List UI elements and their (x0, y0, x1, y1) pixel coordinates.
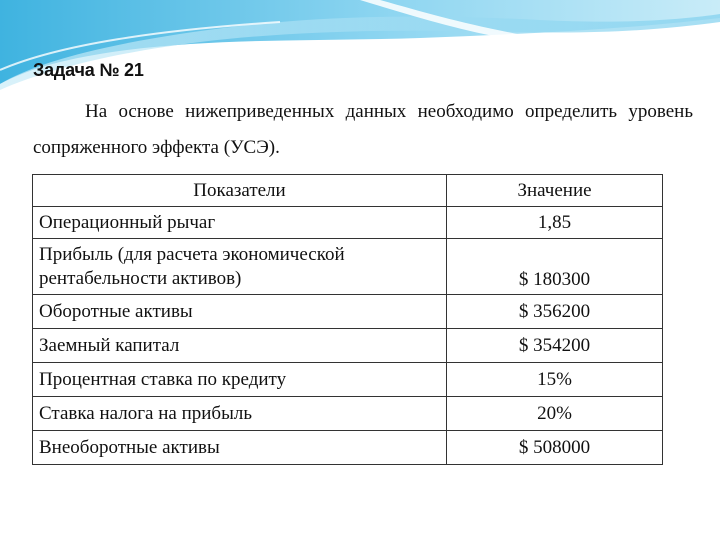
row-label: Прибыль (для расчета экономической рентабельности активов) (33, 239, 447, 295)
table-header-row (33, 175, 663, 207)
task-intro-text: На основе нижеприведенных данных необходимо определить уровень сопряженного эффекта (УСЭ). (33, 101, 693, 158)
table-row (33, 363, 663, 397)
row-value: 15% (447, 363, 663, 397)
row-value: $ 354200 (447, 329, 663, 363)
row-label: Внеоборотные активы (33, 431, 447, 465)
row-label: Процентная ставка по кредиту (33, 363, 447, 397)
table-row (33, 207, 663, 239)
header-indicators: Показатели (33, 175, 447, 207)
table-row (33, 431, 663, 465)
header-value: Значение (447, 175, 663, 207)
row-value: $ 508000 (447, 431, 663, 465)
row-value: 20% (447, 397, 663, 431)
row-value: 1,85 (447, 207, 663, 239)
table-row (33, 397, 663, 431)
row-value: $ 180300 (447, 239, 663, 295)
row-label: Ставка налога на прибыль (33, 397, 447, 431)
table-row (33, 329, 663, 363)
row-label: Операционный рычаг (33, 207, 447, 239)
row-label: Оборотные активы (33, 295, 447, 329)
row-label: Заемный капитал (33, 329, 447, 363)
row-value: $ 356200 (447, 295, 663, 329)
table-row (33, 239, 663, 295)
table-row (33, 295, 663, 329)
data-table (32, 174, 663, 465)
task-title: Задача № 21 (33, 60, 144, 80)
